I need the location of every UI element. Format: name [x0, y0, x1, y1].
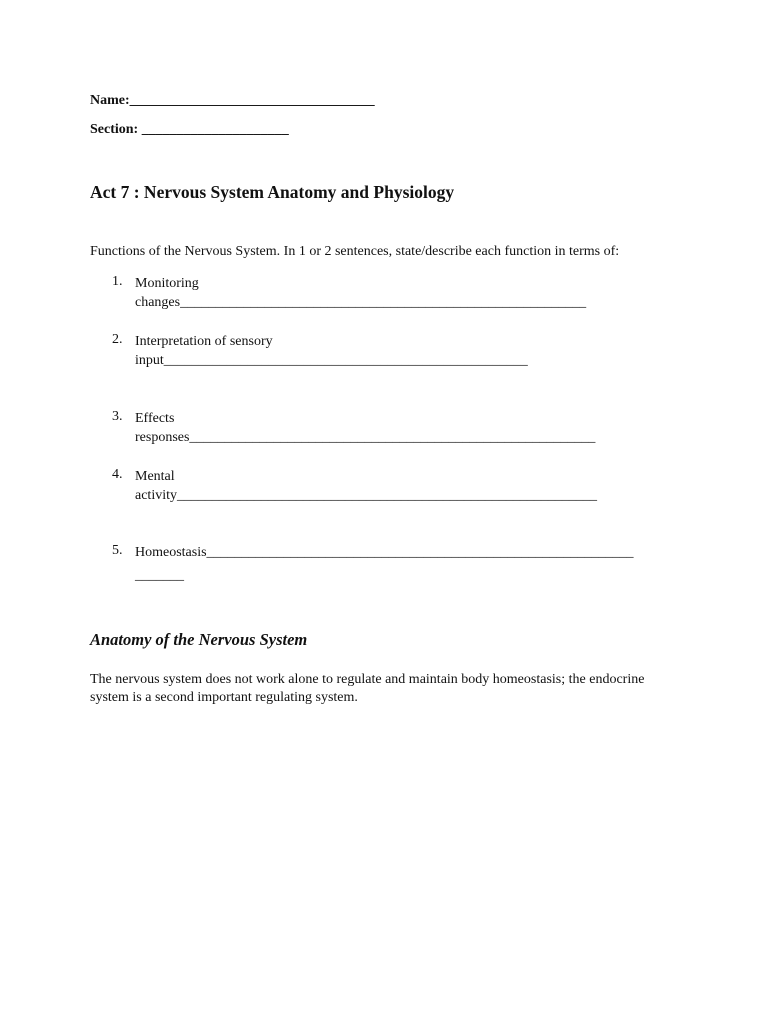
item-number: 2. — [112, 332, 123, 347]
item-answer-line: input____________________________________________________ — [135, 353, 528, 368]
page-title: Act 7 : Nervous System Anatomy and Physiology — [90, 182, 455, 202]
item-number: 3. — [112, 409, 123, 424]
instructions-text: Functions of the Nervous System. In 1 or 2 sentences, state/describe each function in terms of: — [90, 244, 620, 259]
section-heading: Anatomy of the Nervous System — [90, 630, 308, 649]
item-label: Monitoring — [135, 276, 199, 291]
item-answer-line: activity____________________________________________________________ — [135, 488, 597, 503]
name-field-line: Name:___________________________________ — [90, 93, 375, 108]
item-label: Mental — [135, 469, 175, 484]
item-number: 1. — [112, 274, 123, 289]
item-label: Effects — [135, 411, 175, 426]
item-label: Interpretation of sensory — [135, 334, 273, 349]
item-answer-line: responses__________________________________________________________ — [135, 430, 596, 445]
body-paragraph: The nervous system does not work alone to regulate and maintain body homeostasis; the endocrine system is a second important regulating system. — [90, 672, 645, 705]
item-number: 5. — [112, 543, 123, 558]
item-answer-line: _______ — [135, 568, 184, 583]
item-number: 4. — [112, 467, 123, 482]
section-field-line: Section: _____________________ — [90, 122, 289, 137]
item-label: Homeostasis_____________________________________________________________ — [135, 545, 634, 560]
item-answer-line: changes__________________________________________________________ — [135, 295, 587, 310]
